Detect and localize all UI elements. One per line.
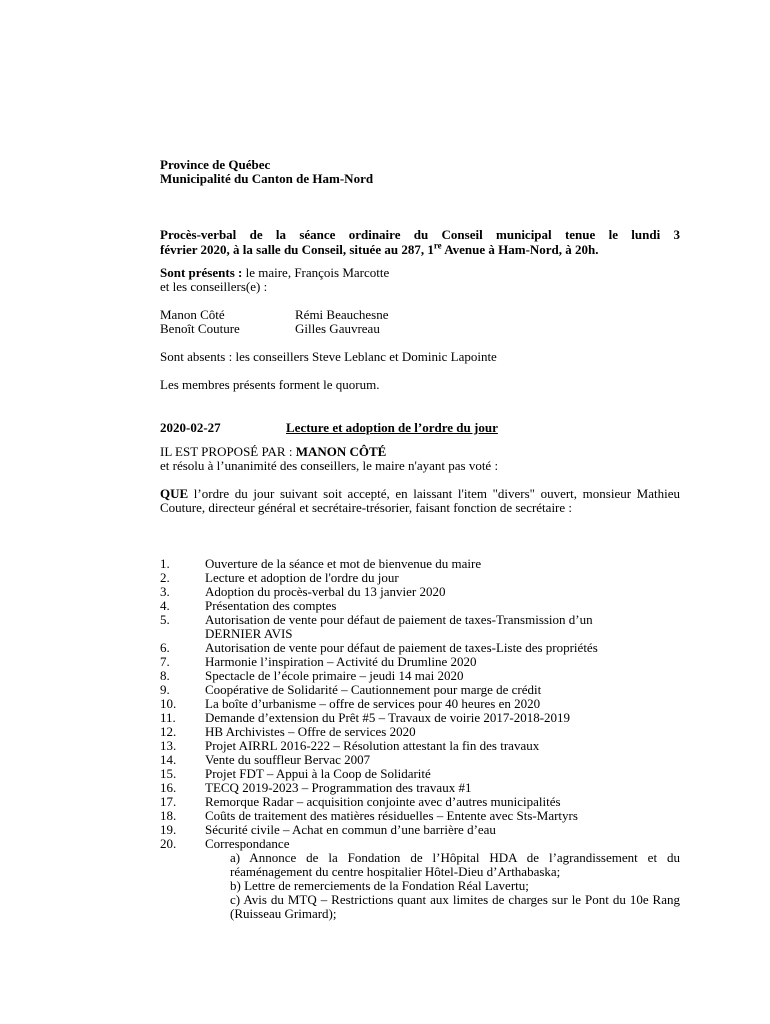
agenda-number: 13. [160, 738, 177, 753]
agenda-number: 10. [160, 696, 177, 711]
agenda-number: 20. [160, 836, 177, 851]
agenda-item: HB Archivistes – Offre de services 2020 [205, 724, 416, 739]
correspondance-item: c) Avis du MTQ – Restrictions quant aux limites de charges sur le Pont du 10e Rang (Ruisseau Grimard); [230, 892, 680, 921]
councillor-name: Rémi Beauchesne [295, 307, 389, 322]
agenda-number: 14. [160, 752, 177, 767]
agenda-number: 12. [160, 724, 177, 739]
pv-line-2-a: février 2020, à la salle du Conseil, située au 287, 1 [160, 242, 434, 257]
agenda-item: Coûts de traitement des matières résiduelles – Entente avec Sts-Martyrs [205, 808, 578, 823]
agenda-item: Demande d’extension du Prêt #5 – Travaux de voirie 2017-2018-2019 [205, 710, 571, 725]
agenda-item: Adoption du procès-verbal du 13 janvier 2020 [205, 584, 446, 599]
proposed-by [160, 445, 386, 459]
proposer-name: MANON CÔTÉ [295, 444, 387, 459]
agenda-number: 5. [160, 612, 170, 627]
agenda-item: Lecture et adoption de l'ordre du jour [205, 570, 399, 585]
agenda-item: La boîte d’urbanisme – offre de services pour 40 heures en 2020 [205, 696, 541, 711]
agenda-item: Sécurité civile – Achat en commun d’une barrière d’eau [205, 822, 496, 837]
agenda-item: Coopérative de Solidarité – Cautionnement pour marge de crédit [205, 682, 542, 697]
present-line [160, 266, 389, 280]
agenda-number: 9. [160, 682, 170, 697]
agenda-item: Autorisation de vente pour défaut de paiement de taxes-Liste des propriétés [205, 640, 598, 655]
agenda-item: Ouverture de la séance et mot de bienvenue du maire [205, 556, 482, 571]
agenda-item: TECQ 2019-2023 – Programmation des travaux #1 [205, 780, 472, 795]
councillor-name: Benoît Couture [160, 321, 240, 336]
agenda-number: 15. [160, 766, 177, 781]
present-label: Sont présents : [160, 265, 243, 280]
agenda-number: 1. [160, 556, 170, 571]
agenda-number: 7. [160, 654, 170, 669]
proposed-prefix: IL EST PROPOSÉ PAR : [160, 444, 296, 459]
agenda-number: 2. [160, 570, 170, 585]
agenda-number: 11. [160, 710, 176, 725]
quorum-line: Les membres présents forment le quorum. [160, 377, 380, 392]
agenda-number: 17. [160, 794, 177, 809]
agenda-item: Harmonie l’inspiration – Activité du Drumline 2020 [205, 654, 477, 669]
agenda-number: 6. [160, 640, 170, 655]
agenda-item: Présentation des comptes [205, 598, 337, 613]
absent-line: Sont absents : les conseillers Steve Leblanc et Dominic Lapointe [160, 349, 497, 364]
present-text: le maire, François Marcotte [242, 265, 390, 280]
agenda-item: Autorisation de vente pour défaut de paiement de taxes-Transmission d’un [205, 612, 593, 627]
unanimous-line: et résolu à l’unanimité des conseillers, le maire n'ayant pas voté : [160, 458, 499, 473]
agenda-item: Vente du souffleur Bervac 2007 [205, 752, 371, 767]
resolution-title: Lecture et adoption de l’ordre du jour [286, 420, 498, 435]
agenda-item: Correspondance [205, 836, 290, 851]
councillors-intro: et les conseillers(e) : [160, 279, 268, 294]
municipality-heading: Municipalité du Canton de Ham-Nord [160, 171, 374, 186]
agenda-number: 3. [160, 584, 170, 599]
correspondance-item: b) Lettre de remerciements de la Fondation Réal Lavertu; [230, 878, 529, 893]
agenda-number: 18. [160, 808, 177, 823]
councillor-name: Manon Côté [160, 307, 225, 322]
agenda-number: 4. [160, 598, 170, 613]
pv-line-2-sup: re [433, 240, 442, 251]
pv-line-2-b: Avenue à Ham-Nord, à 20h. [441, 242, 599, 257]
agenda-item: Projet FDT – Appui à la Coop de Solidarité [205, 766, 431, 781]
pv-line-2 [160, 240, 599, 257]
que-paragraph [160, 487, 680, 515]
que-label: QUE [160, 486, 189, 501]
province-heading: Province de Québec [160, 157, 271, 172]
agenda-item: Projet AIRRL 2016-222 – Résolution attestant la fin des travaux [205, 738, 540, 753]
agenda-item: Remorque Radar – acquisition conjointe avec d’autres municipalités [205, 794, 561, 809]
agenda-number: 16. [160, 780, 177, 795]
pv-line-1: Procès-verbal de la séance ordinaire du Conseil municipal tenue le lundi 3 [160, 227, 680, 242]
councillor-name: Gilles Gauvreau [295, 321, 380, 336]
resolution-number: 2020-02-27 [160, 420, 221, 435]
correspondance-item: a) Annonce de la Fondation de l’Hôpital HDA de l’agrandissement et du réaménagement du centre hospitalier Hôtel-Dieu d’Arthabaska; [230, 850, 680, 879]
agenda-number: 8. [160, 668, 170, 683]
agenda-item: Spectacle de l’école primaire – jeudi 14 mai 2020 [205, 668, 464, 683]
agenda-item-continued: DERNIER AVIS [205, 626, 293, 641]
que-text: l’ordre du jour suivant soit accepté, en laissant l'item "divers" ouvert, monsieur Mathieu Couture, directeur général et secrétaire-trésorier, faisant fonction de secrétaire : [160, 486, 680, 515]
agenda-number: 19. [160, 822, 177, 837]
